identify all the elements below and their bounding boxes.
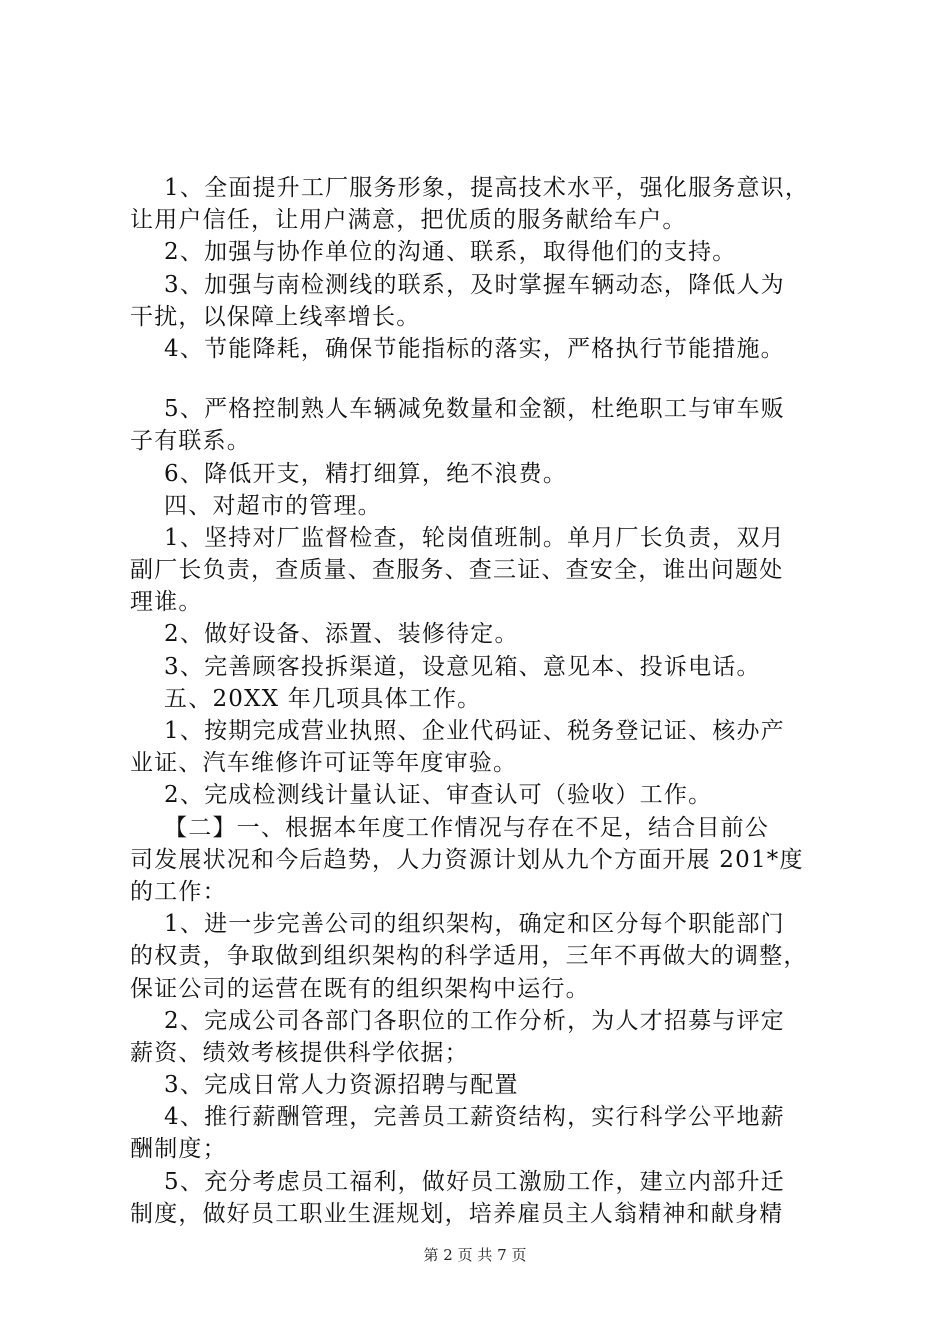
- text-line: 2、完成检测线计量认证、审查认可（验收）工作。: [130, 782, 713, 809]
- text-line: 五、20XX 年几项具体工作。: [130, 685, 482, 712]
- text-line: 酬制度；: [130, 1136, 227, 1163]
- text-line: 1、进一步完善公司的组织架构，确定和区分每个职能部门: [130, 911, 785, 938]
- text-line: 6、降低开支，精打细算，绝不浪费。: [130, 460, 568, 487]
- text-line: 2、加强与协作单位的沟通、联系，取得他们的支持。: [130, 239, 737, 266]
- text-line: 5、严格控制熟人车辆减免数量和金额，杜绝职工与审车贩: [130, 396, 785, 423]
- document-body: [130, 172, 830, 1230]
- text-line: 3、完善顾客投拆渠道，设意见箱、意见本、投诉电话。: [130, 653, 761, 680]
- text-line: 保证公司的运营在既有的组织架构中运行。: [130, 975, 590, 1002]
- text-line: 1、按期完成营业执照、企业代码证、税务登记证、核办产: [130, 718, 785, 744]
- text-line: 理谁。: [130, 589, 203, 616]
- text-line: 让用户信任，让用户满意，把优质的服务献给车户。: [130, 207, 687, 234]
- text-line: 3、加强与南检测线的联系，及时掌握车辆动态，降低人为: [130, 271, 785, 298]
- text-line: 四、对超市的管理。: [130, 492, 382, 519]
- page-footer: 第 2 页 共 7 页: [423, 1246, 527, 1264]
- text-line: 4、推行薪酬管理，完善员工薪资结构，实行科学公平地薪: [130, 1104, 785, 1131]
- text-line: 4、节能降耗，确保节能指标的落实，严格执行节能措施。: [130, 335, 785, 362]
- text-line: 子有联系。: [130, 428, 251, 455]
- text-line: 业证、汽车维修许可证等年度审验。: [130, 750, 518, 777]
- text-line: 制度，做好员工职业生涯规划，培养雇员主人翁精神和献身精: [130, 1200, 784, 1227]
- text-line: 薪资、绩效考核提供科学依据；: [130, 1039, 469, 1066]
- text-line: 的权责，争取做到组织架构的科学适用，三年不再做大的调整，: [130, 943, 808, 970]
- text-line: 3、完成日常人力资源招聘与配置: [130, 1072, 519, 1099]
- text-line: 1、坚持对厂监督检查，轮岗值班制。单月厂长负责，双月: [130, 524, 785, 551]
- text-line: 的工作：: [130, 878, 227, 905]
- text-line: 2、完成公司各部门各职位的工作分析，为人才招募与评定: [130, 1007, 785, 1034]
- text-line: 副厂长负责，查质量、查服务、查三证、查安全，谁出问题处: [130, 557, 784, 584]
- text-line: 干扰，以保障上线率增长。: [130, 303, 421, 330]
- text-line: [130, 365, 830, 393]
- text-line: 1、全面提升工厂服务形象，提高技术水平，强化服务意识，: [130, 175, 810, 201]
- text-line: 【二】一、根据本年度工作情况与存在不足，结合目前公: [130, 814, 770, 841]
- text-line: 司发展状况和今后趋势，人力资源计划从九个方面开展 201*度: [130, 846, 804, 873]
- text-line: 5、充分考虑员工福利，做好员工激励工作，建立内部升迁: [130, 1168, 785, 1195]
- text-line: 2、做好设备、添置、装修待定。: [130, 621, 519, 648]
